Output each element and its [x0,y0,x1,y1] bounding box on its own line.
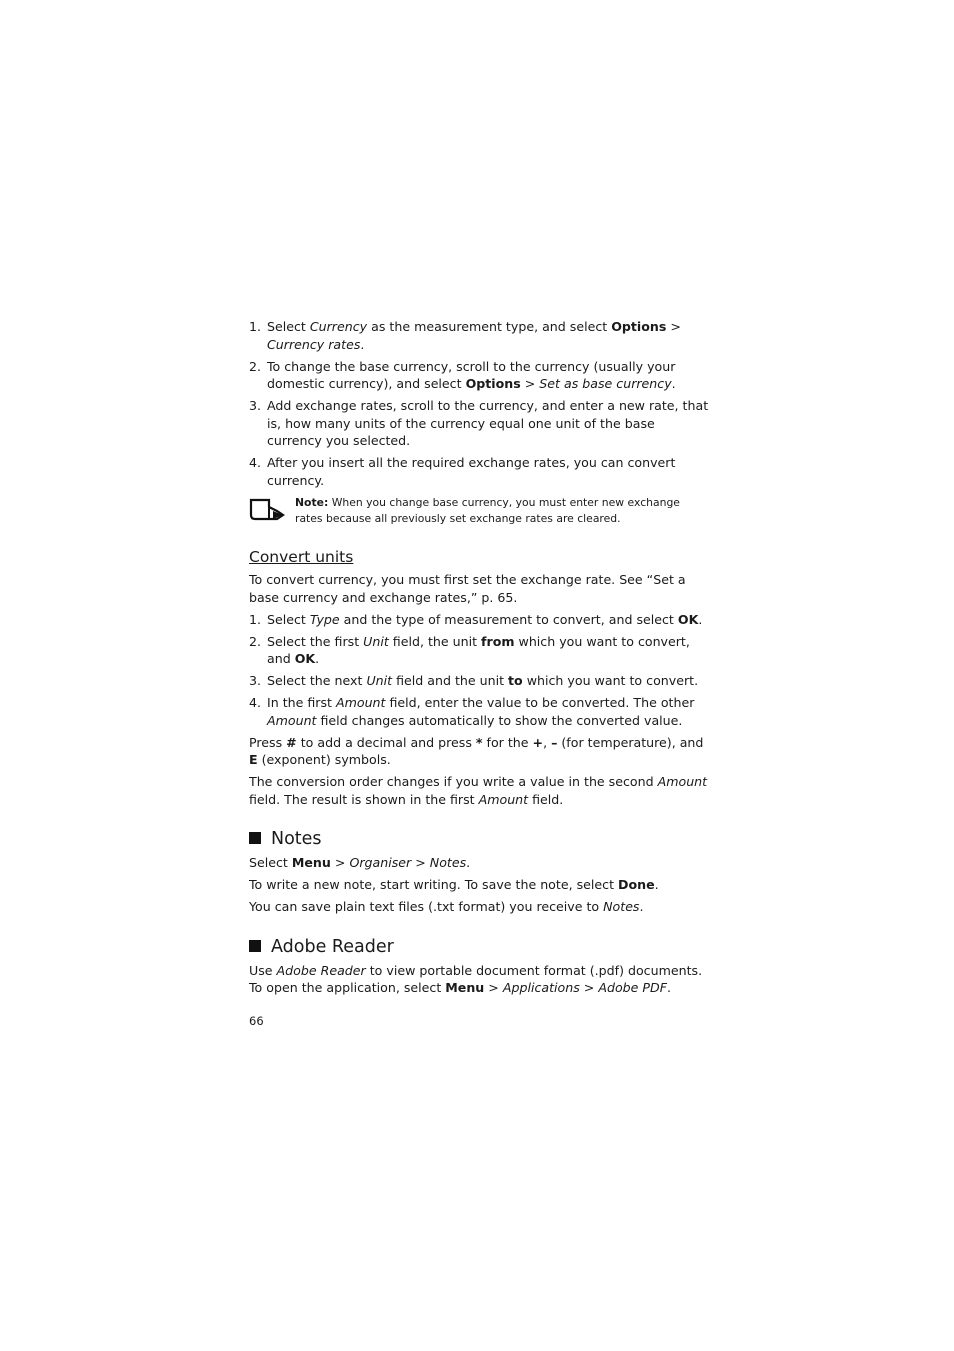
text-bold: Options [611,319,667,334]
heading-text: Notes [271,829,322,849]
text: which you want to convert. [522,673,699,688]
paragraph [249,854,709,872]
text-italic: Applications [502,980,580,995]
bullet-square-icon [249,832,261,844]
text: . [639,899,644,914]
text: . [315,651,320,666]
text-bold: Options [465,376,521,391]
text: > [484,980,503,995]
text: field, the unit [388,633,482,649]
list-item [249,633,709,668]
text: The conversion order changes if you write a value in the second [249,774,658,789]
list-item [249,672,709,690]
text: . [666,980,671,995]
paragraph [249,898,709,916]
list-number: 1. [249,611,262,627]
page-content [249,318,709,1001]
list-number: 3. [249,673,262,688]
text-italic: Type [309,611,340,627]
text-italic: Unit [363,633,389,649]
text-italic: Adobe PDF [598,980,667,995]
section-heading [249,828,709,850]
text: Select [249,855,292,870]
text: and the type of measurement to convert, and select [339,611,678,627]
text-italic: Organiser [349,855,412,870]
text: To change the base currency, scroll to the currency (usually your domestic currency), and select [267,358,676,391]
text: field and the unit [392,673,509,688]
text-bold: from [481,633,515,649]
text: as the measurement type, and select [367,319,612,334]
note-text: When you change base currency, you must enter new exchange rates because all previously set exchange rates are cleared. [295,496,680,525]
text-italic: Amount [478,791,529,807]
text: > [666,319,681,334]
text-italic: Amount [335,695,386,710]
text: > [520,376,540,391]
text: to add a decimal and press [296,734,476,750]
bullet-square-icon [249,940,261,952]
text: > [411,855,430,870]
paragraph [249,876,709,894]
text-italic: Amount [267,712,317,728]
text: . [698,611,703,627]
list-item [249,358,709,393]
text-bold: + [532,734,544,750]
list-item [249,694,709,729]
paragraph [249,773,709,808]
text: Select [267,319,310,334]
text: which you want to convert, and [267,633,690,666]
text-bold: E [249,752,258,767]
text: . [466,855,471,870]
heading-text: Adobe Reader [271,936,394,957]
paragraph [249,734,709,769]
paragraph [249,962,709,997]
text: field. [528,791,564,807]
text: > [579,980,599,995]
note-label: Note: [295,496,329,509]
list-number: 3. [249,398,262,413]
list-item [249,397,709,450]
text-italic: Set as base currency [539,376,672,391]
text: field. The result is shown in the first [249,791,479,807]
text-bold: Menu [445,980,485,995]
text: Use [249,962,277,978]
text-bold: * [475,734,483,750]
text: for the [482,734,533,750]
list-number: 4. [249,695,262,710]
list-number: 2. [249,633,262,649]
text: Select the first [267,633,364,649]
section-heading [249,936,709,958]
list-item [249,454,709,489]
list-number: 4. [249,455,262,470]
note-box [249,495,709,527]
text: field, enter the value to be converted. The other [385,695,695,710]
text: > [330,855,350,870]
text-italic: Unit [366,673,393,688]
text: (exponent) symbols. [257,752,391,767]
note-hand-icon [249,497,285,523]
text: . [360,336,365,352]
text-italic: Amount [657,774,708,789]
text: . [671,376,676,391]
text: (for temperature), and [557,734,704,750]
text-bold: Done [618,877,655,892]
page-number: 66 [249,1014,264,1028]
text-bold: # [286,734,297,750]
text: . [654,877,659,892]
text-bold: OK [294,651,316,666]
text: After you insert all the required exchange rates, you can convert currency. [267,455,676,488]
text-italic: Notes [429,855,467,870]
text: Select [267,611,310,627]
list-number: 1. [249,319,262,334]
text-italic: Adobe Reader [276,962,366,978]
list-item [249,318,709,353]
text: field changes automatically to show the converted value. [316,712,683,728]
text-bold: to [508,673,523,688]
text-italic: Currency rates [267,336,361,352]
text: , [543,734,552,750]
section-heading: Convert units [249,548,354,566]
text: to view portable document format (.pdf) documents. To open the application, select [249,962,703,995]
text: To write a new note, start writing. To save the note, select [249,877,619,892]
text-bold: OK [677,611,699,627]
paragraph: To convert currency, you must first set the exchange rate. See “Set a base currency and exchange rates,” p. 65. [249,572,686,605]
text-bold: Menu [291,855,331,870]
text-italic: Notes [603,899,640,914]
list-item [249,611,709,629]
text: Select the next [267,673,367,688]
text: In the first [267,695,336,710]
text: Add exchange rates, scroll to the currency, and enter a new rate, that is, how many units of the currency equal one unit of the base currency you selected. [267,398,709,448]
text-italic: Currency [309,319,368,334]
text: Press [249,734,287,750]
text-bold: – [551,734,558,750]
text: You can save plain text files (.txt format) you receive to [249,899,604,914]
list-number: 2. [249,358,262,374]
